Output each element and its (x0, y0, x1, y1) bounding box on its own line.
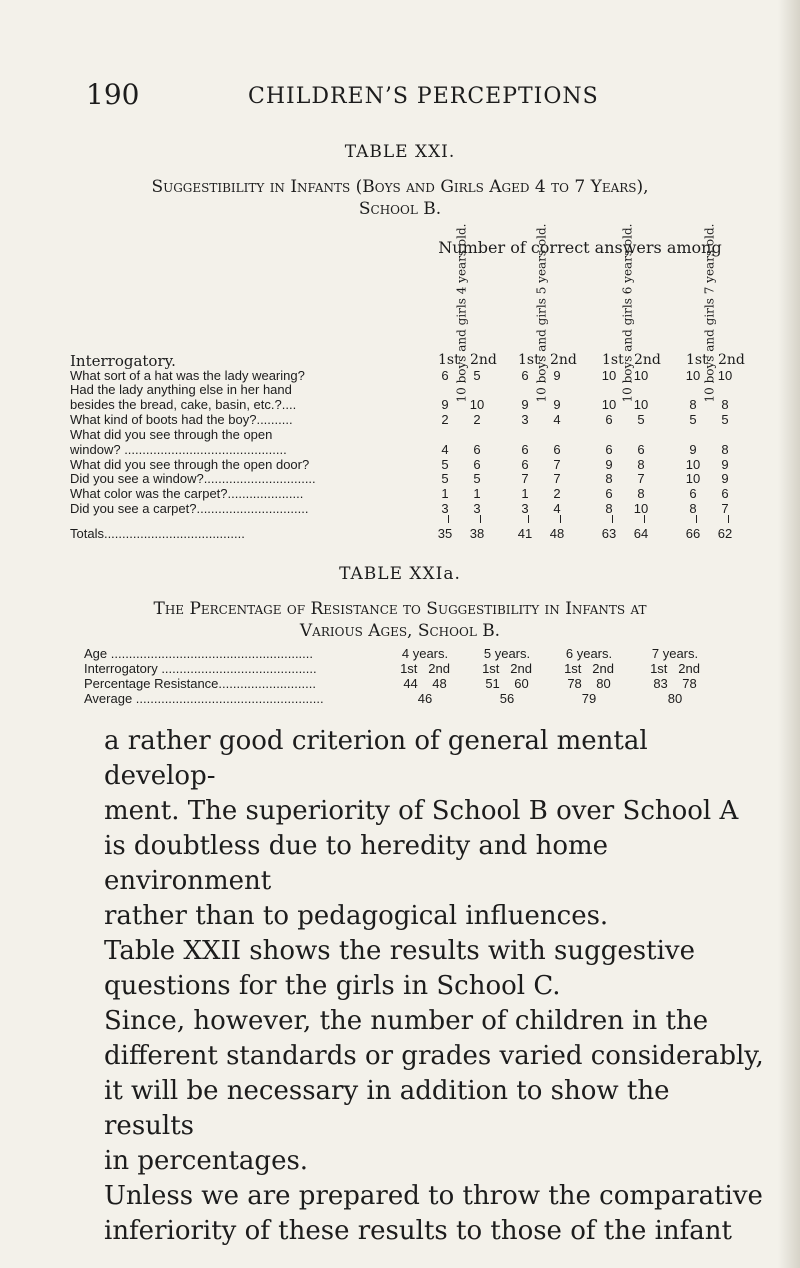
table-cell: 9 (441, 397, 449, 412)
table-cell: 6 (521, 457, 529, 472)
table-cell: 6 (605, 486, 613, 501)
row-label: Interrogatory ........................................... (84, 661, 317, 676)
totals-cell: 48 (549, 526, 565, 541)
table-cell: 5 (689, 412, 697, 427)
ordinal-header: 1st (686, 352, 708, 368)
interrogatory-label: Interrogatory. (70, 352, 176, 370)
table-row (0, 412, 800, 428)
text-line: a rather good criterion of general mental develop- (104, 726, 648, 791)
table-row (0, 676, 800, 692)
question-text: What did you see through the open door? (70, 457, 310, 472)
table-xxi-number-heading: Number of correct answers among (438, 238, 722, 257)
table-cell: 5 (637, 412, 645, 427)
table-cell: 1 (521, 486, 529, 501)
table-cell: 10 (633, 397, 649, 412)
table-cell: 10 (633, 368, 649, 383)
table-cell: 4 (553, 501, 561, 516)
table-row (0, 486, 800, 502)
text-line: rather than to pedagogical influences. (104, 901, 609, 931)
totals-cell: 62 (717, 526, 733, 541)
table-xxia-caption-line2: Various Ages, School B. (299, 621, 501, 641)
table-cell: 56 (499, 691, 515, 706)
totals-cell: 38 (469, 526, 485, 541)
table-cell: 79 (581, 691, 597, 706)
table-cell: 9 (553, 397, 561, 412)
table-row (0, 691, 800, 707)
totals-rule (528, 515, 531, 523)
table-cell: 6 (605, 412, 613, 427)
question-text: What sort of a hat was the lady wearing? (70, 368, 305, 383)
question-text: Did you see a carpet?............................... (70, 501, 309, 516)
question-text: What kind of boots had the boy?.......... (70, 412, 293, 427)
text-line: inferiority of these results to those of the infant (104, 1216, 732, 1246)
table-cell: 6 (553, 442, 561, 457)
question-text: Had the lady anything else in her hand (70, 382, 292, 397)
page-header (0, 78, 800, 118)
ordinal-header: 1st (602, 352, 624, 368)
table-cell: 4 years. (401, 646, 449, 661)
table-row (0, 397, 800, 413)
totals-rule (728, 515, 731, 523)
table-cell: 6 (637, 442, 645, 457)
totals-rule (560, 515, 563, 523)
totals-rule (480, 515, 483, 523)
table-cell: 10 (685, 457, 701, 472)
table-xxi-title: TABLE XXI. (344, 142, 456, 162)
table-cell: 2 (553, 486, 561, 501)
table-cell: 10 (469, 397, 485, 412)
table-cell: 2 (441, 412, 449, 427)
table-cell: 1st 2nd (400, 661, 450, 676)
table-cell: 8 (689, 397, 697, 412)
table-cell: 6 (721, 486, 729, 501)
table-cell: 6 years. (565, 646, 613, 661)
table-cell: 1st 2nd (482, 661, 532, 676)
table-cell: 5 (473, 368, 481, 383)
table-xxi-caption-line1: Suggestibility in Infants (Boys and Girls Aged 4 to 7 Years), (151, 177, 649, 197)
totals-cell: 64 (633, 526, 649, 541)
question-text: Did you see a window?............................... (70, 471, 316, 486)
table-cell: 1st 2nd (650, 661, 700, 676)
text-line: Unless we are prepared to throw the comparative (104, 1181, 763, 1211)
row-label: Average .................................................... (84, 691, 324, 706)
column-group-header: 10 boys and girls 5 years old. (534, 223, 549, 403)
table-cell: 9 (689, 442, 697, 457)
page-number: 190 (86, 78, 140, 111)
table-cell: 7 (637, 471, 645, 486)
table-cell: 6 (605, 442, 613, 457)
table-cell: 8 (721, 442, 729, 457)
body-text (104, 724, 764, 1249)
table-cell: 10 (601, 368, 617, 383)
table-cell: 80 (667, 691, 683, 706)
table-cell: 8 (605, 501, 613, 516)
table-xxia-title: TABLE XXIa. (339, 564, 461, 584)
table-row (0, 427, 800, 443)
running-head: CHILDREN’S PERCEPTIONS (248, 84, 599, 109)
table-cell: 6 (441, 368, 449, 383)
table-cell: 8 (637, 457, 645, 472)
table-cell: 8 (689, 501, 697, 516)
table-row (0, 661, 800, 677)
table-cell: 83 78 (653, 676, 697, 691)
row-label: Percentage Resistance........................... (84, 676, 316, 691)
row-label: Age ........................................................ (84, 646, 314, 661)
text-line: Since, however, the number of children in the (104, 1006, 709, 1036)
table-cell: 4 (441, 442, 449, 457)
totals-rule (696, 515, 699, 523)
table-row (0, 501, 800, 517)
text-line: in percentages. (104, 1146, 309, 1176)
table-cell: 9 (605, 457, 613, 472)
totals-cell: 35 (437, 526, 453, 541)
table-cell: 5 (441, 457, 449, 472)
question-text: window? ............................................. (70, 442, 287, 457)
table-cell: 3 (521, 412, 529, 427)
table-cell: 9 (521, 397, 529, 412)
text-line: is doubtless due to heredity and home environment (104, 831, 609, 896)
column-group-header: 10 boys and girls 4 years old. (454, 223, 469, 403)
table-cell: 8 (721, 397, 729, 412)
table-cell: 2 (473, 412, 481, 427)
text-line: Table XXII shows the results with suggestive (104, 936, 695, 966)
ordinal-header: 2nd (470, 352, 497, 368)
table-cell: 78 80 (567, 676, 611, 691)
table-cell: 7 (553, 471, 561, 486)
ordinal-header: 1st (438, 352, 460, 368)
table-cell: 6 (473, 442, 481, 457)
text-line: it will be necessary in addition to show the results (104, 1076, 670, 1141)
text-line: different standards or grades varied considerably, (104, 1041, 764, 1071)
question-text: besides the bread, cake, basin, etc.?.... (70, 397, 297, 412)
table-cell: 7 (553, 457, 561, 472)
table-cell: 1 (441, 486, 449, 501)
table-cell: 10 (685, 368, 701, 383)
table-cell: 10 (685, 471, 701, 486)
totals-rule (448, 515, 451, 523)
table-row (0, 442, 800, 458)
table-cell: 44 48 (403, 676, 447, 691)
totals-cell: 41 (517, 526, 533, 541)
totals-cell: 66 (685, 526, 701, 541)
ordinal-header: 1st (518, 352, 540, 368)
question-text: What did you see through the open (70, 427, 273, 442)
table-cell: 6 (473, 457, 481, 472)
table-cell: 8 (605, 471, 613, 486)
table-cell: 9 (553, 368, 561, 383)
question-text: What color was the carpet?..................... (70, 486, 304, 501)
table-xxi-caption-line2: School B. (358, 199, 442, 219)
ordinal-header: 2nd (634, 352, 661, 368)
table-cell: 5 (441, 471, 449, 486)
table-cell: 9 (721, 457, 729, 472)
totals-rule (612, 515, 615, 523)
totals-label: Totals....................................... (70, 526, 245, 541)
table-cell: 9 (721, 471, 729, 486)
table-cell: 10 (717, 368, 733, 383)
table-row (0, 382, 800, 398)
column-group-header: 10 boys and girls 7 years old. (702, 223, 717, 403)
table-cell: 6 (521, 442, 529, 457)
text-line: ment. The superiority of School B over School A (104, 796, 739, 826)
column-group-header: 10 boys and girls 6 years old. (620, 223, 635, 403)
table-cell: 4 (553, 412, 561, 427)
table-cell: 3 (521, 501, 529, 516)
table-row (0, 646, 800, 662)
totals-cell: 63 (601, 526, 617, 541)
table-cell: 3 (473, 501, 481, 516)
table-cell: 10 (601, 397, 617, 412)
table-cell: 10 (633, 501, 649, 516)
table-cell: 51 60 (485, 676, 529, 691)
table-cell: 3 (441, 501, 449, 516)
table-row (0, 471, 800, 487)
table-cell: 5 years. (483, 646, 531, 661)
table-cell: 5 (473, 471, 481, 486)
ordinal-header: 2nd (550, 352, 577, 368)
table-cell: 46 (417, 691, 433, 706)
table-cell: 7 (521, 471, 529, 486)
text-line: questions for the girls in School C. (104, 971, 561, 1001)
table-cell: 1 (473, 486, 481, 501)
table-cell: 6 (521, 368, 529, 383)
table-cell: 8 (637, 486, 645, 501)
ordinal-header: 2nd (718, 352, 745, 368)
table-cell: 7 (721, 501, 729, 516)
totals-rule (644, 515, 647, 523)
table-cell: 7 years. (651, 646, 699, 661)
table-cell: 6 (689, 486, 697, 501)
table-xxia-caption-line1: The Percentage of Resistance to Suggestibility in Infants at (153, 599, 647, 619)
table-cell: 1st 2nd (564, 661, 614, 676)
table-cell: 5 (721, 412, 729, 427)
